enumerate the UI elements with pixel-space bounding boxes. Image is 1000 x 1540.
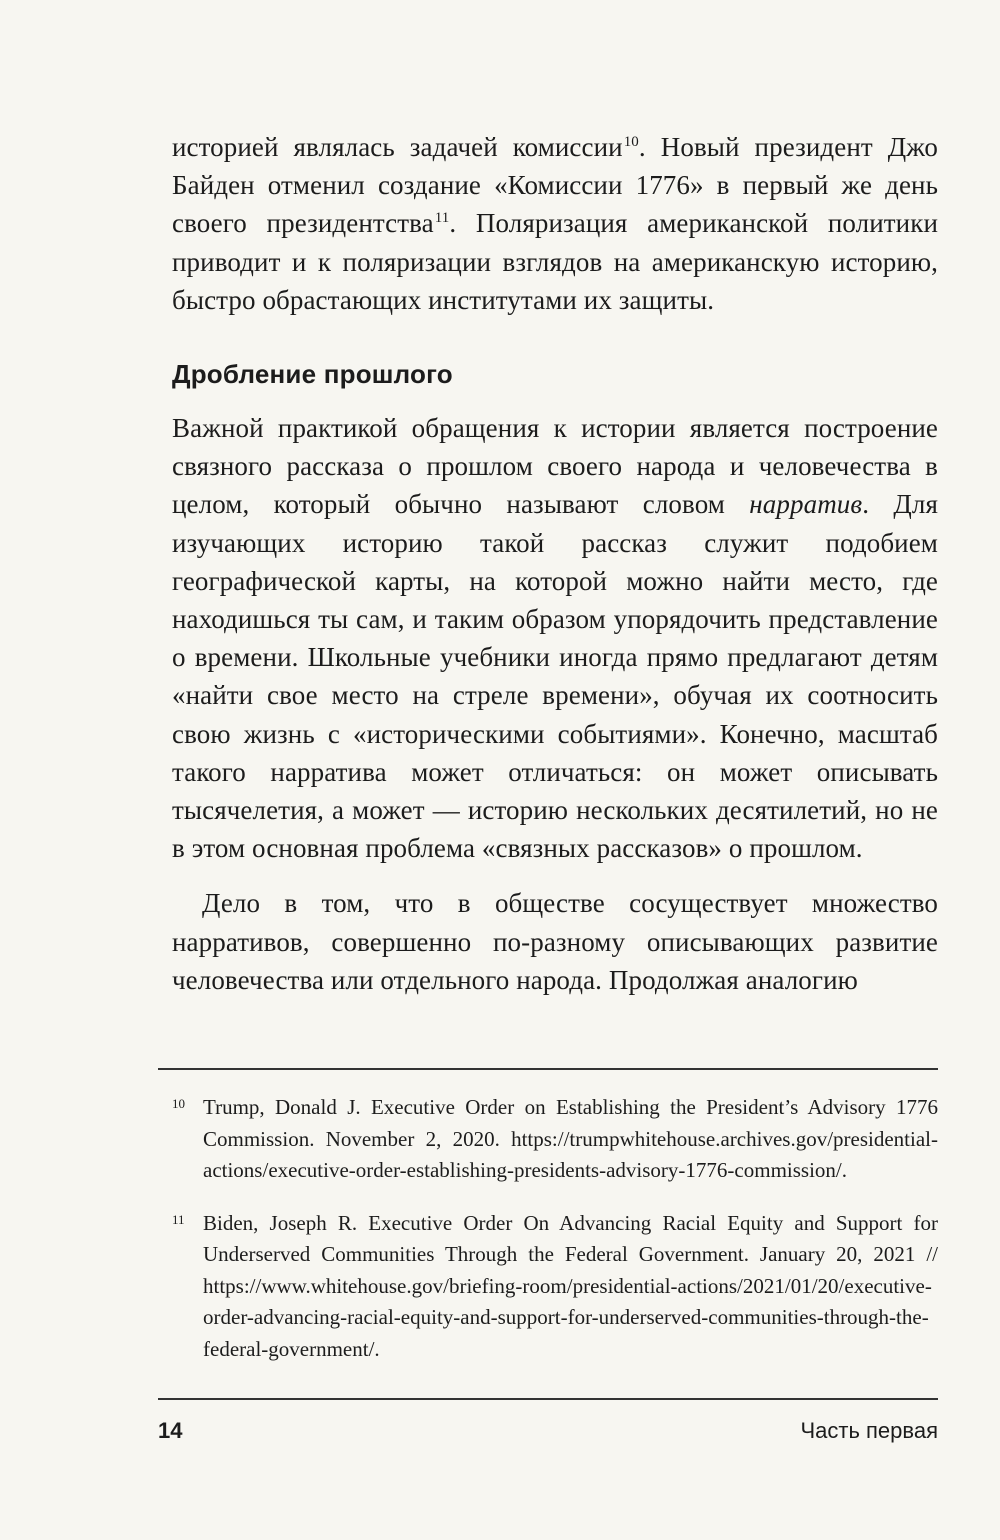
paragraph-multiple-narratives	[172, 884, 938, 999]
paragraph-text: историей являлась задачей комиссии	[172, 132, 623, 162]
footnote-divider	[158, 1068, 938, 1070]
footnote-text: Trump, Donald J. Executive Order on Establishing the President’s Advisory 1776 Commission. November 2, 2020. https://trumpwhitehouse.archives.gov/presidential-actions/executive-order-establishing-presidents-advisory-1776-commission/.	[203, 1095, 938, 1182]
main-text	[172, 128, 938, 999]
page-number: 14	[158, 1418, 183, 1443]
paragraph-text: . Поляризация американской политики приводит и к поляризации взглядов на американскую историю, быстро обрастающих институтами их защиты.	[172, 208, 938, 315]
paragraph-text: . Новый президент Джо Байден отменил создание «Комиссии 1776» в первый же день своего президентства	[172, 132, 938, 239]
footnote-11	[172, 1204, 938, 1366]
footnote-ref-10[interactable]: 10	[623, 134, 639, 150]
paragraph-text: Важной практикой обращения к истории является построение связного рассказа о прошлом своего народа и человечества в целом, который обычно называют словом	[172, 413, 938, 520]
paragraph-text: Дело в том, что в обществе сосуществует множество нарративов, совершенно по-разному описывающих развитие человечества или отдельного народа. Продолжая аналогию	[172, 888, 938, 995]
paragraph-narrative	[172, 409, 938, 867]
footnote-ref-11[interactable]: 11	[434, 210, 450, 227]
running-title: Часть первая	[800, 1418, 938, 1443]
footnote-number: 11	[172, 1211, 185, 1227]
paragraph-text: . Для изучающих историю такой рассказ служит подобием географической карты, на которой можно найти место, где находишься ты сам, и таким образом упорядочить представление о времени. Школьные учебники иногда прямо предлагают детям «найти свое место на стреле времени», обучая их соотносить свою жизнь с «историческими событиями». Конечно, масштаб такого нарратива может отличаться: он может описывать тысячелетия, а может — историю нескольких десятилетий, но не в этом основная проблема «связных рассказов» о прошлом.	[172, 489, 939, 864]
footnote-number: 10	[172, 1096, 185, 1111]
footer-divider	[158, 1398, 938, 1400]
footnotes	[172, 1088, 938, 1382]
footnote-10	[172, 1088, 938, 1187]
italic-term: нарратив	[749, 489, 863, 520]
section-heading: Дробление прошлого	[172, 359, 453, 390]
paragraph-commission	[172, 128, 938, 319]
footnote-text: Biden, Joseph R. Executive Order On Advancing Racial Equity and Support for Underserved Communities Through the Federal Government. January 20, 2021 // https://www.whitehouse.gov/briefing-room/presidential-actions/2021/01/20/executive-order-advancing-racial-equity-and-support-for-underserved-communities-through-the-federal-government/.	[203, 1210, 938, 1361]
